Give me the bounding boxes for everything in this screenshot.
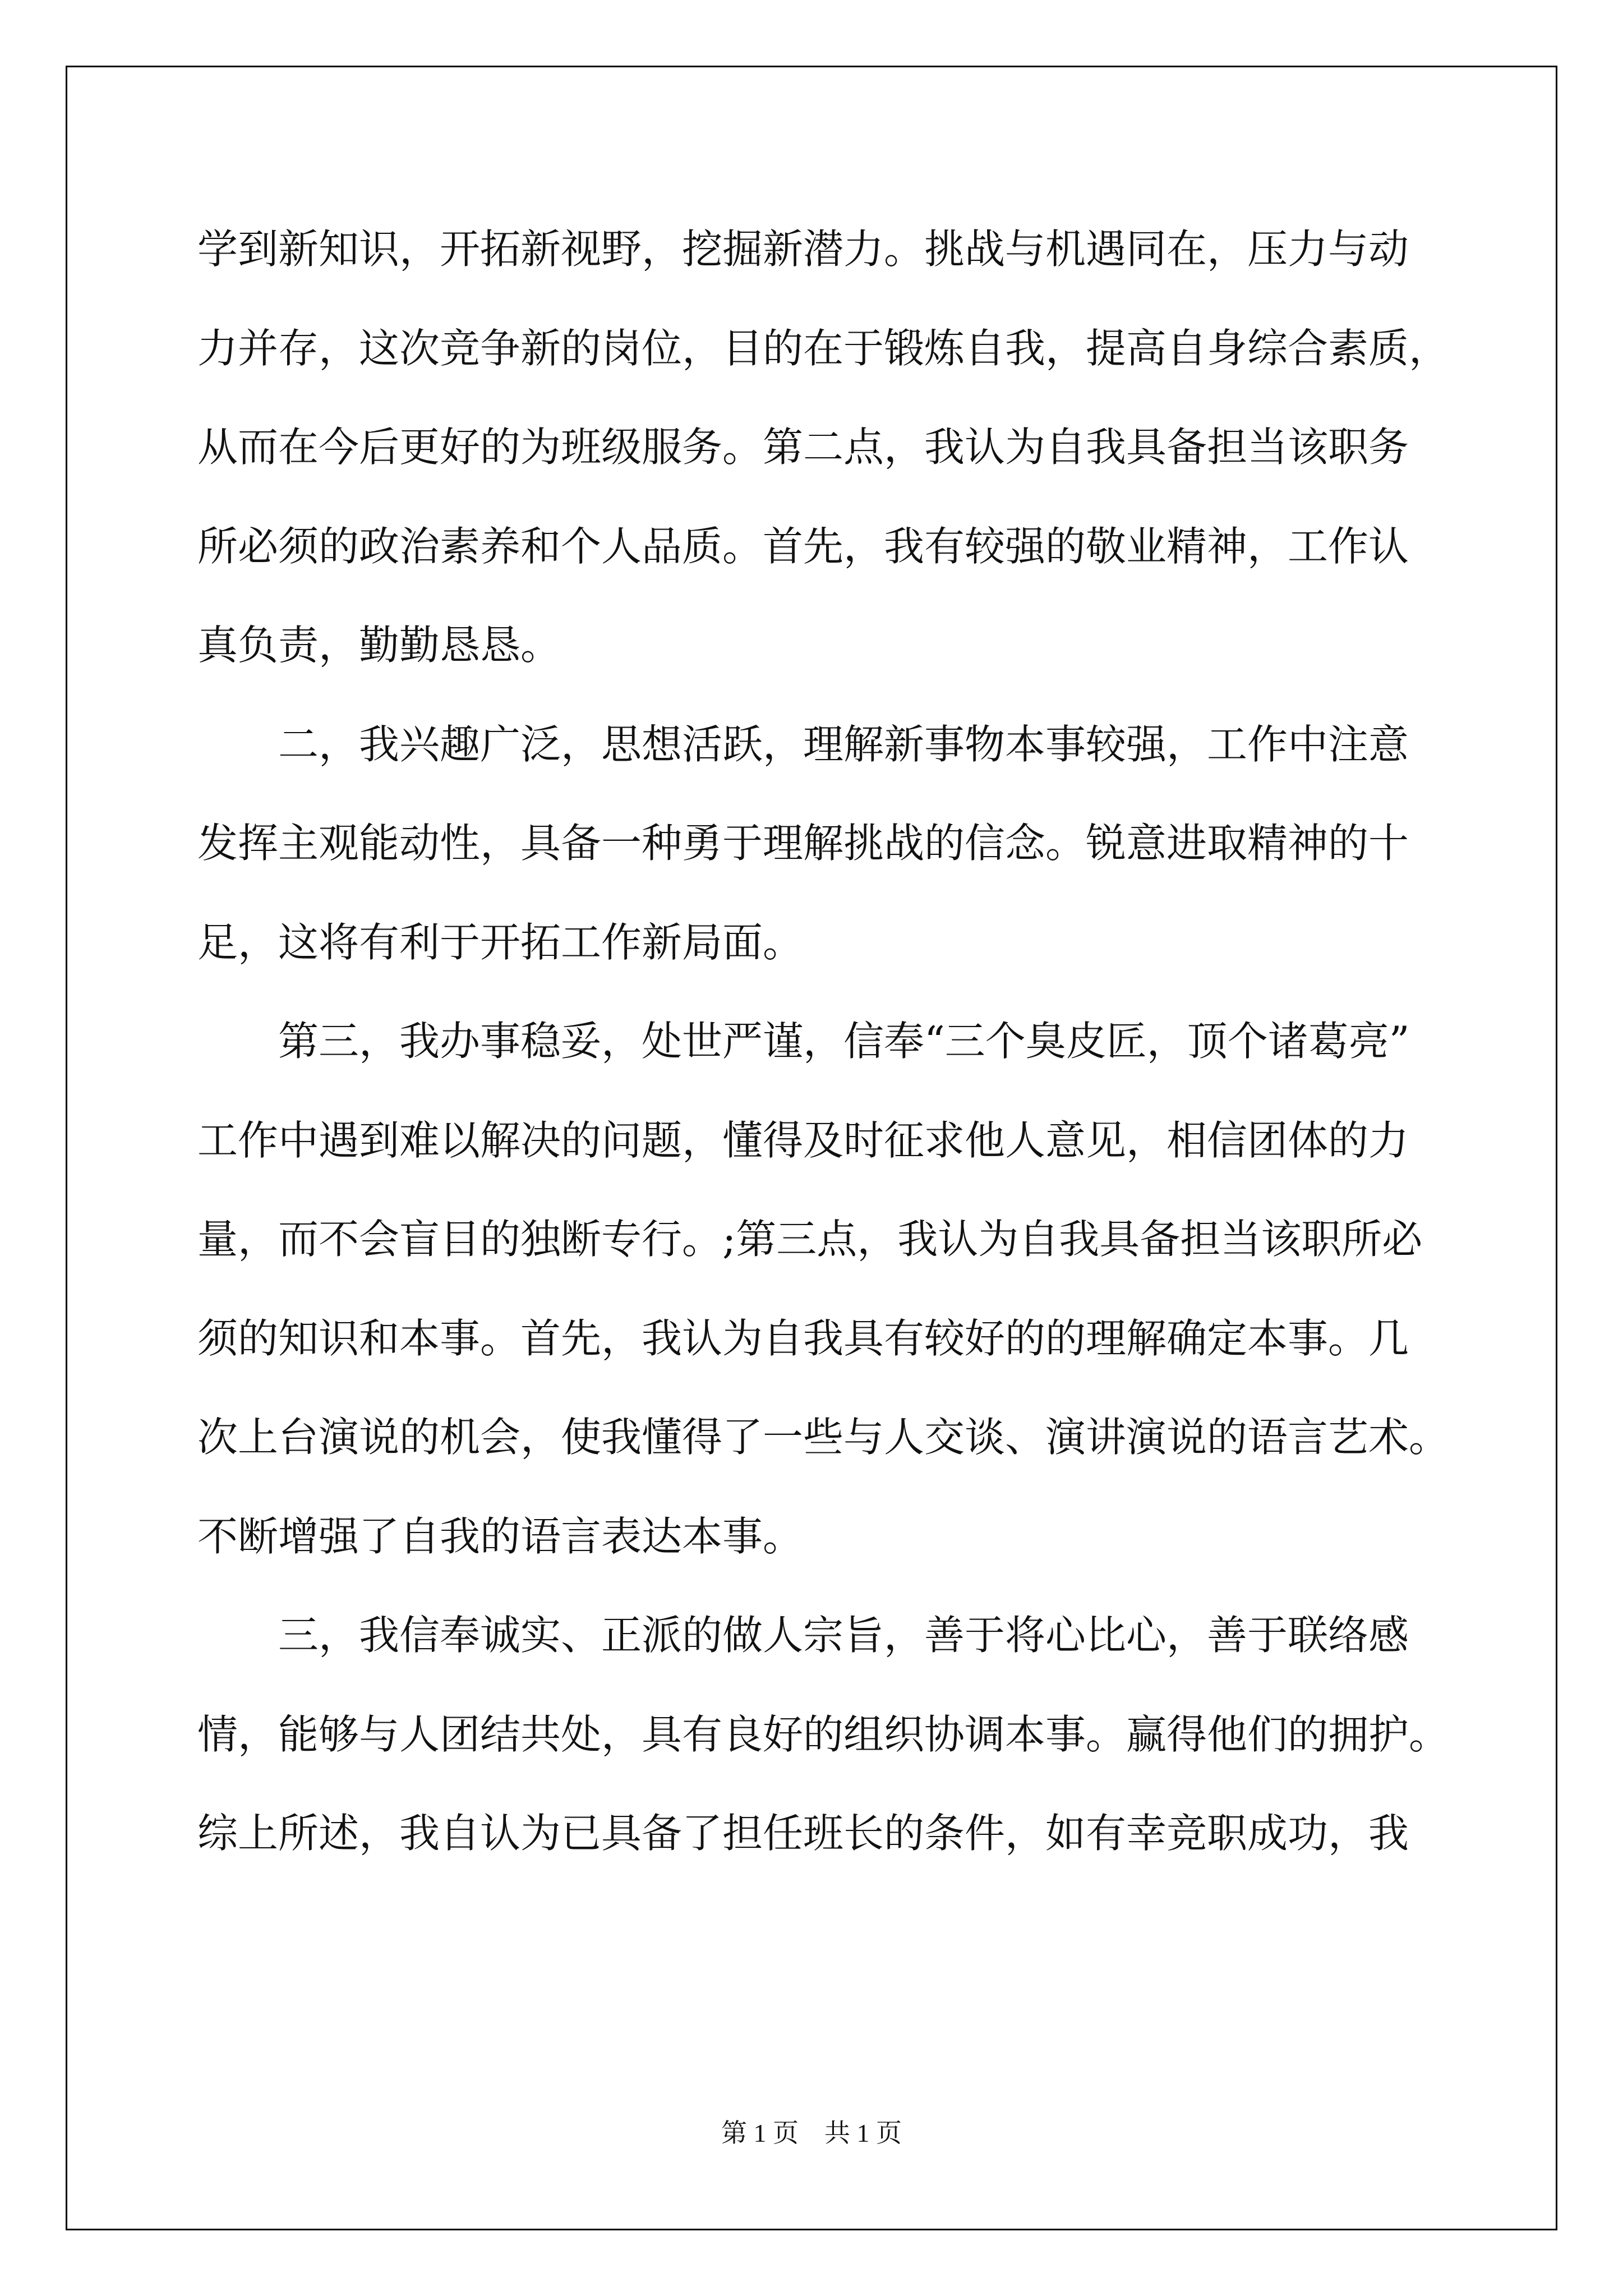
text-line: 学到新知识，开拓新视野，挖掘新潜力。挑战与机遇同在，压力与动: [197, 226, 1409, 273]
text-line: 须的知识和本事。首先，我认为自我具有较好的的理解确定本事。几: [197, 1314, 1409, 1362]
text-line: 足，这将有利于开拓工作新局面。: [197, 918, 804, 966]
text-line: 发挥主观能动性，具备一种勇于理解挑战的信念。锐意进取精神的十: [197, 820, 1409, 867]
text-line: 二，我兴趣广泛，思想活跃，理解新事物本事较强，工作中注意: [197, 720, 1409, 768]
text-line: 三，我信奉诚实、正派的做人宗旨，善于将心比心，善于联络感: [197, 1612, 1409, 1659]
text-line: 从而在今后更好的为班级服务。第二点，我认为自我具备担当该职务: [197, 424, 1409, 471]
text-line: 综上所述，我自认为已具备了担任班长的条件，如有幸竞职成功，我: [197, 1810, 1409, 1857]
text-line: 量，而不会盲目的独断专行。;第三点，我认为自我具备担当该职所必: [197, 1216, 1423, 1263]
page-number-footer: 第 1 页 共 1 页: [721, 2119, 902, 2147]
text-line: 工作中遇到难以解决的问题，懂得及时征求他人意见，相信团体的力: [197, 1116, 1409, 1164]
text-line: 不断增强了自我的语言表达本事。: [197, 1512, 804, 1560]
text-line: 所必须的政治素养和个人品质。首先，我有较强的敬业精神，工作认: [197, 522, 1409, 570]
body-text: [197, 212, 1450, 1895]
text-line: 情，能够与人团结共处，具有良好的组织协调本事。赢得他们的拥护。: [197, 1710, 1450, 1758]
text-line: 力并存，这次竞争新的岗位，目的在于锻炼自我，提高自身综合素质，: [197, 324, 1450, 372]
text-line: 次上台演说的机会，使我懂得了一些与人交谈、演讲演说的语言艺术。: [197, 1414, 1450, 1461]
text-line: 第三，我办事稳妥，处世严谨，信奉“三个臭皮匠，顶个诸葛亮”: [197, 1018, 1410, 1065]
text-line: 真负责，勤勤恳恳。: [197, 622, 561, 669]
